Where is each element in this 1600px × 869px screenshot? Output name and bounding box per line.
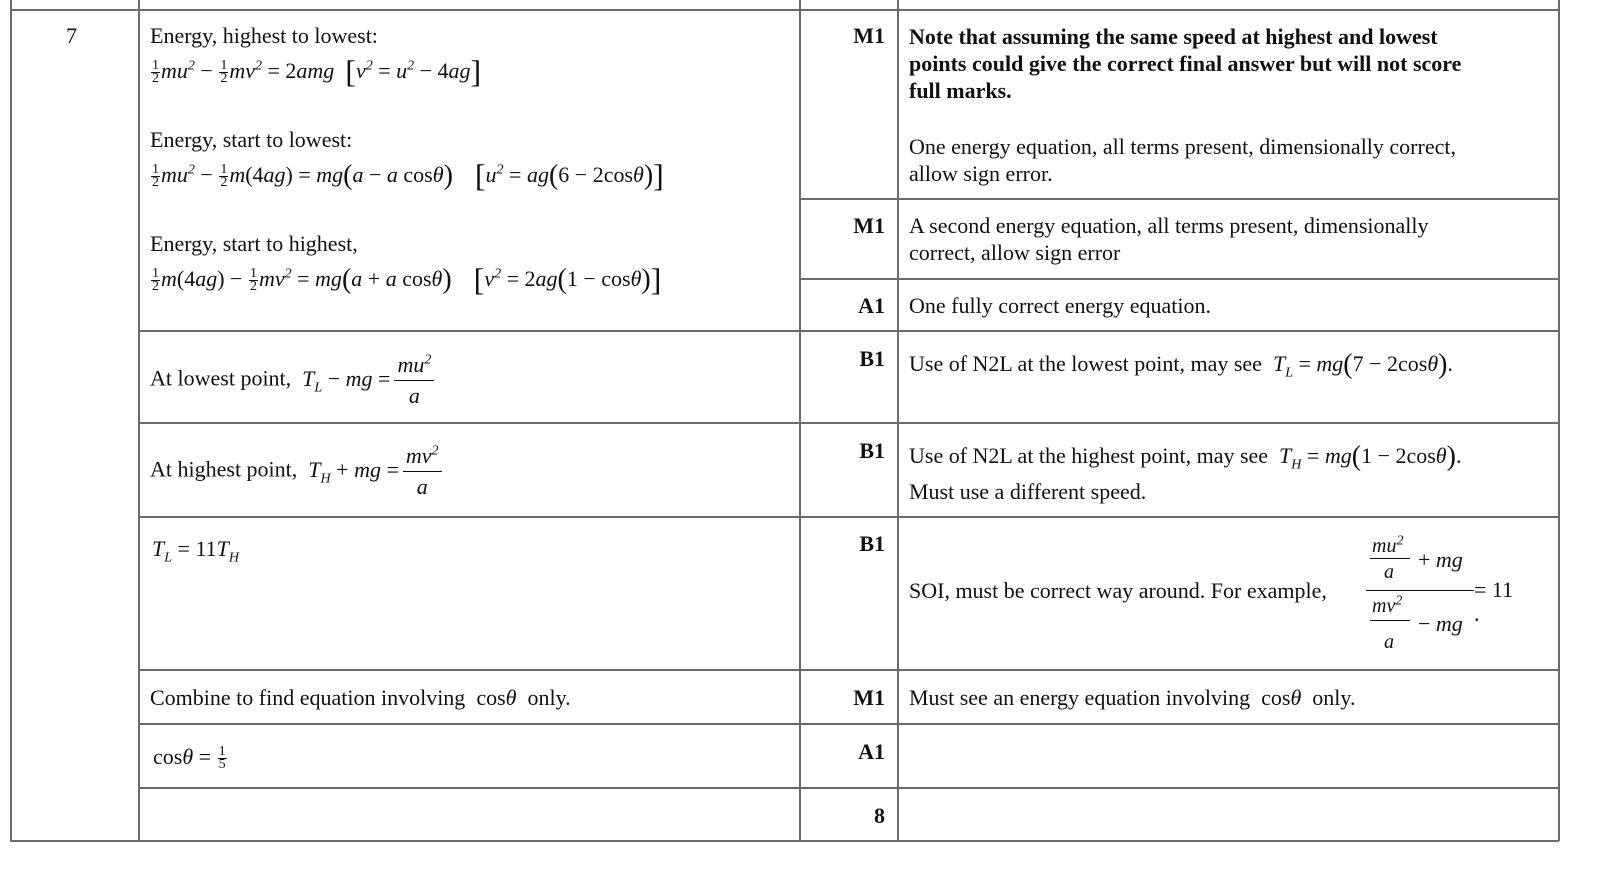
note-second-energy-line1: A second energy equation, all terms present, dimensionally [909, 213, 1429, 238]
mark-a1-energy: A1 [858, 293, 885, 318]
highest-point-label: At highest point, [150, 456, 298, 482]
note-soi: SOI, must be correct way around. For example, [909, 578, 1327, 603]
note-energy-line2: allow sign error. [909, 161, 1053, 186]
note-must-see: Must see an energy equation involving cosθ only. [909, 685, 1356, 710]
mark-m1-combine: M1 [853, 685, 885, 710]
question-number: 7 [66, 23, 77, 48]
mark-b1-lowest: B1 [859, 346, 885, 371]
note-second-energy-line2: correct, allow sign error [909, 240, 1121, 265]
energy-equation-3: $\frac{1}{2}$ m(4ag) − $\frac{1}{2}$ $mv^2 = mg(a + a$ cosθ) $[v^2 = 2ag(1 - \cos\theta)]$ [152, 261, 662, 297]
note-bold-line1: Note that assuming the same speed at highest and lowest [909, 24, 1438, 49]
note-fully-correct: One fully correct energy equation. [909, 293, 1211, 318]
note-n2l-lowest-text: Use of N2L at the lowest point, may see [909, 351, 1262, 376]
tension-ratio-equation: $T_L = 11T_H$ [152, 536, 240, 566]
note-energy-line1: One energy equation, all terms present, dimensionally correct, [909, 134, 1456, 159]
energy-heading-start-lowest: Energy, start to lowest: [150, 127, 353, 152]
note-must-see-before: Must see an energy equation involving [909, 685, 1251, 710]
lowest-point-label: At lowest point, [150, 365, 292, 391]
note-n2l-highest: Use of N2L at the highest point, may see $T_H = mg(1 - 2\cos\theta)$. [909, 441, 1462, 473]
note-bold-line3: full marks. [909, 78, 1012, 103]
mark-b1-ratio: B1 [859, 531, 885, 556]
note-n2l-highest-text: Use of N2L at the highest point, may see [909, 443, 1269, 468]
mark-a1-answer: A1 [858, 739, 885, 764]
combine-text-before: Combine to find equation involving [150, 685, 466, 710]
note-bold-line2: points could give the correct final answer but will not score [909, 51, 1462, 76]
mark-b1-highest: B1 [859, 438, 885, 463]
soi-compound-fraction: $mu^2$ a + mg $mv^2$ a − mg = 11 . [1366, 534, 1516, 658]
energy-equation-1: $\frac{1}{2}$ $mu^2$ − $\frac{1}{2}$ $mv^2 = 2amg$ $[v^2 = u^2 - 4ag]$ [152, 53, 482, 89]
combine-text-after: only. [527, 685, 571, 710]
mark-m1-second-energy: M1 [853, 213, 885, 238]
note-different-speed: Must use a different speed. [909, 479, 1147, 504]
energy-heading-highest-lowest: Energy, highest to lowest: [150, 23, 378, 48]
mark-m1-energy: M1 [853, 23, 885, 48]
note-n2l-lowest: Use of N2L at the lowest point, may see $T_L = mg(7 - 2\cos\theta)$. [909, 349, 1453, 381]
highest-point-equation: At highest point, $T_H$ + mg = $\frac{mv^2}{a}$ [150, 441, 442, 502]
final-answer: cosθ = $\frac{1}{5}$ [153, 744, 226, 773]
energy-equation-2: $\frac{1}{2}$ $mu^2$ − $\frac{1}{2}$ m(4ag) = mg(a − a cosθ) $[u^2 = ag(6 - 2\cos\theta)]$ [152, 157, 664, 193]
mark-total: 8 [874, 803, 885, 828]
lowest-point-equation: At lowest point, $T_L$ − mg = $\frac{mu^2}{a}$ [150, 350, 434, 411]
combine-text: Combine to find equation involving cosθ only. [150, 685, 571, 710]
note-must-see-after: only. [1312, 685, 1356, 710]
energy-heading-start-highest: Energy, start to highest, [150, 231, 358, 256]
